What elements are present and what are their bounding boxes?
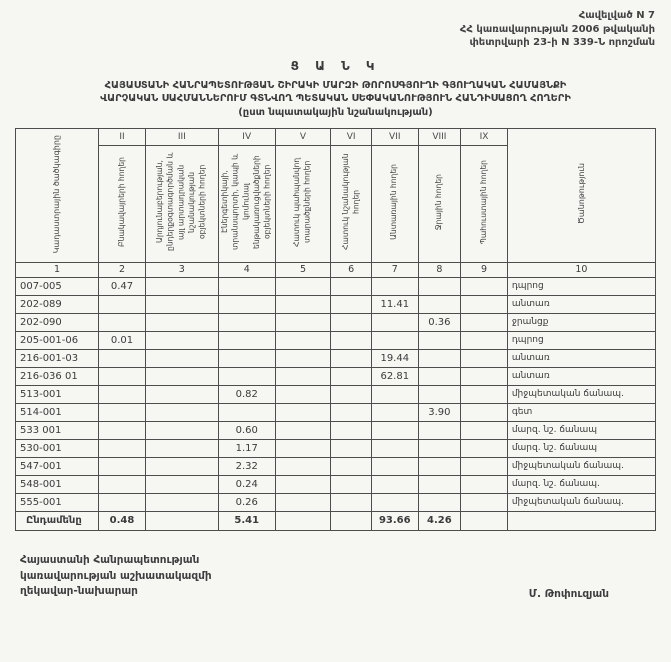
cell-code: 513-001	[16, 385, 99, 403]
column-header-infrastructure-lands	[218, 145, 275, 262]
table-row	[16, 493, 656, 511]
cell-value: 0.82	[218, 385, 275, 403]
footer	[0, 553, 671, 600]
cell-value	[418, 277, 461, 295]
cell-value	[275, 349, 331, 367]
cell-value	[418, 457, 461, 475]
cell-code: 202-089	[16, 295, 99, 313]
cell-value	[371, 457, 418, 475]
cell-remark: անտառ	[507, 349, 655, 367]
total-value: 5.41	[218, 511, 275, 530]
cell-value	[275, 475, 331, 493]
cell-value	[331, 349, 372, 367]
cell-value	[145, 313, 218, 331]
cell-value	[461, 277, 508, 295]
cell-value	[99, 367, 146, 385]
cell-value	[275, 403, 331, 421]
table-row	[16, 349, 656, 367]
total-row	[16, 511, 656, 530]
cell-value	[218, 367, 275, 385]
cell-value	[461, 295, 508, 313]
cell-value: 19.44	[371, 349, 418, 367]
cell-value	[275, 367, 331, 385]
cell-value: 3.90	[418, 403, 461, 421]
cell-value	[418, 349, 461, 367]
roman-III: III	[145, 128, 218, 145]
cell-value	[371, 403, 418, 421]
cell-value	[218, 313, 275, 331]
land-table-wrapper	[15, 128, 671, 531]
cell-value	[331, 331, 372, 349]
cell-value	[418, 475, 461, 493]
roman-numeral-row	[16, 128, 656, 145]
cell-value: 0.24	[218, 475, 275, 493]
title-word: Ց Ա Ն Կ	[290, 58, 381, 73]
cell-value	[461, 421, 508, 439]
table-row	[16, 313, 656, 331]
cell-value: 0.60	[218, 421, 275, 439]
cell-value	[418, 493, 461, 511]
column-number: 2	[99, 262, 146, 277]
column-header-label: Էներգետիկայի, տրանսպորտի, կապի և կոմունալ ենթակառուցվածքների օբյեկտների հողեր	[220, 154, 272, 251]
cell-value	[418, 421, 461, 439]
cell-value	[145, 403, 218, 421]
column-number-row	[16, 262, 656, 277]
cell-value	[461, 439, 508, 457]
cell-value: 0.01	[99, 331, 146, 349]
column-number: 6	[331, 262, 372, 277]
cell-value	[461, 349, 508, 367]
cell-code: 202-090	[16, 313, 99, 331]
column-header-label: Անտառային հողեր	[389, 164, 399, 241]
cell-remark: միջպետական ճանապ.	[507, 385, 655, 403]
table-row	[16, 385, 656, 403]
cell-code: 533 001	[16, 421, 99, 439]
cell-value	[275, 313, 331, 331]
cell-value	[331, 493, 372, 511]
cell-value	[371, 331, 418, 349]
cell-value	[218, 295, 275, 313]
cell-remark: դպրոց	[507, 331, 655, 349]
cell-value	[371, 313, 418, 331]
land-categories-table	[15, 128, 656, 531]
signatory-title-line-1: Հայաստանի Հանրապետության	[20, 553, 200, 566]
cell-value	[99, 403, 146, 421]
cell-value	[418, 385, 461, 403]
annex-line-1: Հավելված N 7	[578, 10, 655, 21]
cell-value	[331, 403, 372, 421]
cell-value	[99, 475, 146, 493]
cell-value: 0.26	[218, 493, 275, 511]
table-row	[16, 331, 656, 349]
cell-value	[331, 457, 372, 475]
column-number: 5	[275, 262, 331, 277]
cell-value	[461, 475, 508, 493]
column-number: 4	[218, 262, 275, 277]
column-number: 9	[461, 262, 508, 277]
cell-value	[331, 367, 372, 385]
cell-value	[331, 421, 372, 439]
cell-value: 62.81	[371, 367, 418, 385]
cell-value	[218, 403, 275, 421]
roman-IV: IV	[218, 128, 275, 145]
table-row	[16, 439, 656, 457]
cell-value	[275, 277, 331, 295]
total-value	[145, 511, 218, 530]
column-header-label: Հատուկ նշանակության հողեր	[340, 154, 361, 251]
cell-remark: անտառ	[507, 367, 655, 385]
roman-II: II	[99, 128, 146, 145]
column-header-label: Ջրային հողեր	[434, 174, 444, 231]
cell-code: 547-001	[16, 457, 99, 475]
cell-remark: մարզ. նշ. ճանապ	[507, 439, 655, 457]
cell-value	[418, 331, 461, 349]
column-header-reserve-lands	[461, 145, 508, 262]
column-header-label: Բնակավայրերի հողեր	[116, 157, 126, 248]
cell-remark: մարզ. նշ. ճանապ.	[507, 475, 655, 493]
cell-remark: միջպետական ճանապ.	[507, 457, 655, 475]
roman-VIII: VIII	[418, 128, 461, 145]
column-header-settlement-lands	[99, 145, 146, 262]
cell-remark: գետ	[507, 403, 655, 421]
cell-value	[218, 349, 275, 367]
cell-value	[275, 457, 331, 475]
cell-remark: դպրոց	[507, 277, 655, 295]
roman-IX: IX	[461, 128, 508, 145]
cell-value	[331, 277, 372, 295]
annex-reference	[0, 0, 671, 50]
table-row	[16, 421, 656, 439]
cell-value	[218, 331, 275, 349]
title-line-1: ՀԱՅԱՍՏԱՆԻ ՀԱՆՐԱՊԵՏՈՒԹՅԱՆ ՇԻՐԱԿԻ ՄԱՐԶԻ ԹՈՐՈՍԳՅՈՒՂԻ ԳՅՈՒՂԱԿԱՆ ՀԱՄԱՅՆՔԻ	[104, 79, 567, 91]
cell-code: 216-001-03	[16, 349, 99, 367]
cell-remark: մարզ. նշ. ճանապ	[507, 421, 655, 439]
cell-code: 530-001	[16, 439, 99, 457]
column-number: 8	[418, 262, 461, 277]
cell-remark: ջրանցք	[507, 313, 655, 331]
column-header-industrial-lands	[145, 145, 218, 262]
total-value: 93.66	[371, 511, 418, 530]
column-number: 10	[507, 262, 655, 277]
document-title	[0, 59, 671, 118]
table-row	[16, 403, 656, 421]
column-header-remark	[507, 128, 655, 262]
cell-value	[145, 331, 218, 349]
cell-value	[331, 385, 372, 403]
table-row	[16, 367, 656, 385]
cell-code: 216-036 01	[16, 367, 99, 385]
cell-value	[371, 493, 418, 511]
cell-value	[331, 439, 372, 457]
column-header-water-lands	[418, 145, 461, 262]
cell-value	[145, 295, 218, 313]
column-number: 1	[16, 262, 99, 277]
cell-value	[218, 277, 275, 295]
title-subtitle: (ըստ նպատակային նշանակության)	[238, 106, 433, 118]
cell-value	[99, 493, 146, 511]
column-header-label: Պահուստային հողեր	[478, 160, 488, 245]
column-header-forest-lands	[371, 145, 418, 262]
cell-value	[145, 475, 218, 493]
column-header-label: Արդյունաբերության, ընդերքօգտագործման և այլ արտադրական նշանակության օբյեկտների հողեր	[155, 153, 207, 252]
cell-value	[461, 493, 508, 511]
cell-value	[331, 475, 372, 493]
cell-code: 007-005	[16, 277, 99, 295]
table-row	[16, 475, 656, 493]
cell-value	[331, 295, 372, 313]
total-value: 0.48	[99, 511, 146, 530]
cell-value	[461, 457, 508, 475]
cell-value	[275, 439, 331, 457]
column-header-label: Ծանոթություն	[576, 163, 586, 225]
cell-code: 514-001	[16, 403, 99, 421]
table-row	[16, 295, 656, 313]
cell-value: 11.41	[371, 295, 418, 313]
cell-value	[371, 277, 418, 295]
cell-value	[145, 493, 218, 511]
cell-value: 1.17	[218, 439, 275, 457]
table-row	[16, 457, 656, 475]
cell-value	[145, 421, 218, 439]
signatory-title-line-3: ղեկավար-նախարար	[20, 585, 138, 598]
title-line-2: ՎԱՐՉԱԿԱՆ ՍԱՀՄԱՆՆԵՐՈՒՄ ԳՏՆՎՈՂ ՊԵՏԱԿԱՆ ՍԵՓԱԿԱՆՈՒԹՅՈՒՆ ՀԱՆԴԻՍԱՑՈՂ ՀՈՂԵՐԻ	[100, 92, 571, 104]
column-header-cadastral-code	[16, 128, 99, 262]
cell-value	[275, 331, 331, 349]
column-header-protected-lands	[275, 145, 331, 262]
cell-value: 0.36	[418, 313, 461, 331]
cell-value: 2.32	[218, 457, 275, 475]
annex-line-2: ՀՀ կառավարության 2006 թվականի	[459, 23, 655, 35]
cell-value	[461, 385, 508, 403]
cell-value	[145, 457, 218, 475]
cell-value	[371, 421, 418, 439]
cell-code: 548-001	[16, 475, 99, 493]
cell-value	[145, 349, 218, 367]
cell-value	[275, 385, 331, 403]
roman-V: V	[275, 128, 331, 145]
cell-value	[145, 367, 218, 385]
cell-value	[331, 313, 372, 331]
cell-value	[145, 439, 218, 457]
cell-remark: անտառ	[507, 295, 655, 313]
cell-value	[371, 385, 418, 403]
total-value: 4.26	[418, 511, 461, 530]
cell-value	[275, 493, 331, 511]
cell-code: 555-001	[16, 493, 99, 511]
cell-value	[99, 349, 146, 367]
cell-value	[418, 439, 461, 457]
cell-value	[99, 421, 146, 439]
table-row	[16, 277, 656, 295]
cell-value	[461, 403, 508, 421]
cell-value	[145, 385, 218, 403]
cell-value	[99, 457, 146, 475]
cell-value: 0.47	[99, 277, 146, 295]
cell-value	[461, 331, 508, 349]
signatory-name: Մ. Թոփուզյան	[528, 588, 609, 601]
cell-value	[99, 385, 146, 403]
cell-code: 205-001-06	[16, 331, 99, 349]
cell-value	[461, 313, 508, 331]
column-header-label: Հատուկ պահպանվող տարածքների հողեր	[292, 157, 312, 248]
signatory-title	[20, 553, 212, 600]
cell-value	[99, 439, 146, 457]
cell-value	[418, 367, 461, 385]
column-header-special-lands	[331, 145, 372, 262]
annex-line-3: փետրվարի 23-ի N 339-Ն որոշման	[469, 37, 655, 48]
cell-value	[461, 367, 508, 385]
roman-VII: VII	[371, 128, 418, 145]
column-header-label: Կադաստրային ծածկագիրը	[52, 134, 62, 254]
total-value	[275, 511, 331, 530]
signatory-title-line-2: կառավարության աշխատակազմի	[20, 569, 212, 582]
cell-remark: միջպետական ճանապ.	[507, 493, 655, 511]
cell-value	[275, 295, 331, 313]
total-value	[331, 511, 372, 530]
total-value	[461, 511, 508, 530]
cell-value	[275, 421, 331, 439]
roman-VI: VI	[331, 128, 372, 145]
cell-value	[418, 295, 461, 313]
column-number: 7	[371, 262, 418, 277]
cell-value	[371, 439, 418, 457]
column-number: 3	[145, 262, 218, 277]
cell-value	[99, 313, 146, 331]
cell-value	[371, 475, 418, 493]
total-label: Ընդամենը	[16, 511, 99, 530]
cell-value	[145, 277, 218, 295]
total-remark	[507, 511, 655, 530]
cell-value	[99, 295, 146, 313]
